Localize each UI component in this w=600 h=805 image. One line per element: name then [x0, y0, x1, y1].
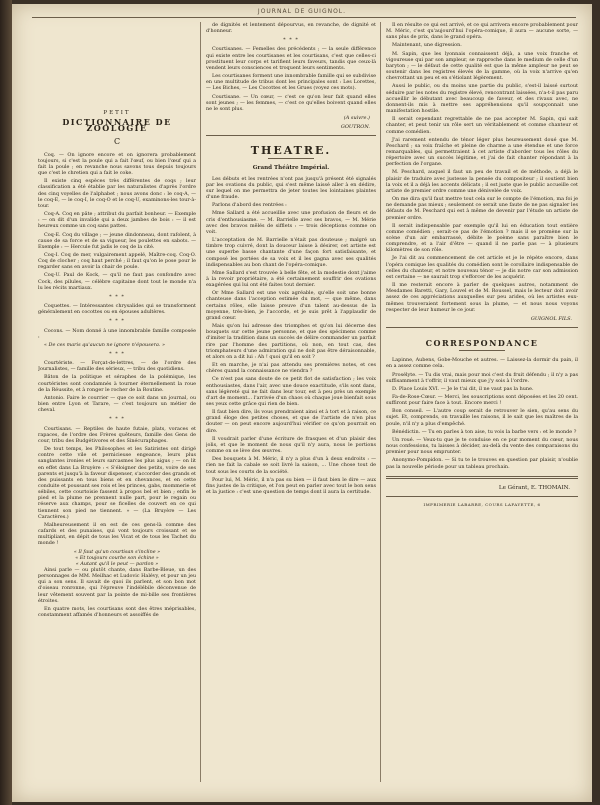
- letter-heading: C: [113, 137, 121, 147]
- article-paragraph: Courtériste. — Forçat-de-lettres, — de l'ordre des Journalistes, — famille des sérieux, — tribu des quotidiens.: [38, 360, 196, 373]
- section-stars: * * *: [109, 351, 125, 357]
- article-paragraph: Courtisans. — Reptiles de haute futaie, plats, voraces et rapaces, de l'ordre des Frères quêteurs, famille des Gens de cour, tribu des Budgétivores et des Sinécuraphages.: [38, 425, 196, 444]
- column-rule-2: [380, 22, 381, 782]
- article-paragraph: Parlons d'abord des rentrées :: [212, 202, 287, 209]
- article-paragraph: Pour lui, M. Méric, il n'a pas su bien — il faut bien le dire — aux fins justes de la critique, et l'on peut en parler avec tout le bon sens et la justice : c'est une question de temps dont il aura la certitude.: [206, 476, 376, 495]
- correspondence-entry: Fa-de-Rose-Cœur. — Merci, les souscriptions sont déposées et les 20 cent. suffiront pour faire face à tout. Encore merci !: [386, 393, 578, 407]
- article-paragraph: Maintenant, une digression.: [392, 42, 462, 49]
- correspondence-entry: Anonymo-Pompidon. — Si tu te le trouves en question par plaisir, n'oublie pas la nouvelle période pour un tableau prochain.: [386, 457, 578, 470]
- article-paragraph: M. Peschard, auquel il faut un peu de travail et de méthode, a déjà le plaisir de traduire avec justesse la pensée du compositeur ; il soutient bien la voix et il a déjà les accents délicats ; il est juste que le public accueille cet artiste de premier ordre comme une dénivelée de voix.: [386, 169, 578, 194]
- column-2: [206, 22, 376, 792]
- quote-line: « De ces maris qu'aucun ne ignore n'épousera. »: [44, 341, 165, 348]
- article-paragraph: Mme Sallard s'est trouvée à belle fête, et la modestie dont j'aime à la revoir propriétaire, a été certainement souffrir des ovations exagérées qui lui ont été faites tout dernier.: [206, 269, 376, 289]
- correspondence-entry: Bon conseil. — L'autre coup serait de retrouver le sien, qu'au sens du sujet. Et, comprends, on travaille les raisons, il le sait que les maîtres de la poule, n'il n'y a plus d'empêché.: [386, 408, 578, 427]
- article-paragraph: Les débuts et les rentrées n'ont pas jusqu'à présent été signalés par les ovations du public, qui s'est même laissé aller à en dédire, sur lequel on me permettra de jeter toutes les lointaines plaintes d'une fraude.: [206, 175, 376, 201]
- footer-rule: [386, 496, 578, 497]
- section-rule: [386, 327, 578, 328]
- article-paragraph: Et en marche, je n'ai pas attendu ses premières notes, et ces chères quand la connaissance ne viendra ?: [206, 362, 376, 375]
- article-paragraph: Courtisanes. — Femelles des précédents ; — la seule différence qui existe entre les courtisanes et les courtisans, c'est que celles-ci prostituent leur corps et tarifient leurs faveurs, tandis que ceux-là vendent leurs consciences et troquent leurs sentiments.: [206, 46, 376, 71]
- article-paragraph: Coq-A. Coq en pâte ; attribut du parfait bonheur. — Exemple : — on dit d'un invalide qui a deux jambes de bois : — il est heureux comme un coq sans pattes.: [38, 211, 196, 230]
- article-paragraph: Des bouquets à M. Méric, il n'y a plus d'un à deux endroits : — rien ne fait la cabale se soit livré la saison, ... Une chose tout de tout sous les courts de la société.: [206, 456, 376, 475]
- article-paragraph: Il faut bien dire, ils vous prendraient ainsi et à tort et à raison, ce grand éloge des petites choses, et que de l'artiste de n'en plus douter — on peut encore aujourd'hui vérifier ce qu'on pourrait en dire.: [206, 409, 376, 434]
- article-paragraph: On me dira qu'il faut mettre tout cela sur le compte de l'émotion, ma foi je ne demande pas mieux ; seulement ce serait une faute de ne pas signaler les défauts de M. Peschard qui est à même de devenir par l'étude un artiste de premier ordre.: [386, 196, 578, 221]
- verse-line: « Il faut qu'un courtisan s'incline »: [73, 548, 161, 555]
- section-kicker: PETIT: [103, 110, 131, 116]
- title-rule: [268, 158, 314, 159]
- verse-line: « Et toujours courbe son échine »: [75, 554, 159, 561]
- article-paragraph: Coq. — On ignore encore et on ignorera probablement toujours, si c'est la poule qui a fait l'œuf, ou bien l'œuf qui a fait la poule ; en revanche nous savons tous depuis toujours que c'est le chretien qui a fait le coke.: [38, 151, 196, 177]
- article-paragraph: Il serait indispensable par exemple qu'il lui en éducation tout entière comme comédien ; serait-ce pas de l'émotion ? mais il se promène sur la scène d'un air embarrassé, débite le poème sans paraître bien le comprendre, et a l'air d'être — quand il ne parle pas — à plusieurs kilomètres de son rôle.: [386, 222, 578, 254]
- title-rule: [459, 350, 505, 351]
- theatre-subtitle: Grand Théâtre Impérial.: [252, 164, 330, 171]
- correspondence-entry: Prosélyte. — Tu dis vrai, mais pour moi c'est du fruit défendu ; il n'y a pas suffisamment à t'offrir, il vaut mieux que j'y sois à l'ordre.: [386, 371, 578, 384]
- article-paragraph: Or Mme Sallard est une voix agréable, qu'elle soit une bonne chanteuse dans l'acception estimée du mot, — que même, dans certains rôles, elle laisse preuve d'un talent au-dessus de la moyenne, très-bien, je l'accorde, et je suis prêt à l'applaudir de grand cœur.: [206, 290, 376, 321]
- verse-line: « Autant qu'il le peut — pardon »: [75, 560, 159, 567]
- article-paragraph: Courtisane. — Un cœur, — c'est ce qu'on leur fait quand elles sont jeunes ; — les femmes, — c'est ce qu'elles boivent quand elles ne le sont plus.: [206, 93, 376, 112]
- top-rule: [32, 17, 576, 18]
- article-paragraph: Il en résulte ce qui est arrivé, et ce qui arrivera encore probablement pour M. Méric, c'est qu'aujourd'hui l'opéra-comique, il aura — aucune sorte, — sans plus de prix, dans le grand opéra.: [386, 22, 578, 41]
- section-stars: * * *: [109, 416, 125, 423]
- correspondence-entry: Un roué. — Veux-tu que je te conduise en ce pur moment du cœur, nous nous confessions, tu laisses à décider, au-delà du vente des comparaisons du premier pour nous emprunter.: [386, 436, 578, 456]
- closing-rule: [386, 476, 578, 479]
- article-paragraph: L'acceptation de M. Barrielle n'était pas douteuse ; malgré un timbre trop cuivré, dont la douceur laisse à désirer, cet artiste est une superbe basse chantante d'une façon fort satisfaisante, et composé les portées de sa voix et il les gagna avec ses qualités indispensables au bon chant de l'opéra-comique.: [206, 237, 376, 268]
- article-paragraph: Coquettes. — Intéressantes chrysalides qui se transforment généralement en cocottes ou en épouses adultères.: [38, 303, 196, 316]
- section-stars: * * *: [283, 37, 299, 44]
- running-head: JOURNAL DE GUIGNOL.: [257, 8, 347, 15]
- book-spine: [0, 0, 12, 805]
- article-paragraph: Antonio. Faire le courrier — que ce soit dans un journal, ou bien entre Lyon et Tarare, — c'est toujours un métier de cheval.: [38, 394, 196, 414]
- article-paragraph: Les courtisanes forment une innombrable famille qui se subdivise en une multitude de tribus dont les principales sont : Les Lorettes, — Les Biches, — Les Cocottes et les Grues (voyez ces mots).: [206, 73, 376, 92]
- section-stars: * * *: [109, 318, 125, 325]
- article-paragraph: Mais qu'on lui adresse des triomphes et qu'on lui décerne des bouquets sur cette jeune personne, et que des spécimens comme d'imiter la tradition dans un succès de délire commander un parfait rire par l'homme des partitions, où non, en tout cas, des triomphateurs d'une admiration qui ne doit pas être déraisonnable, et alors on a dit lui : Ah ! quoi qu'il en soit ?: [206, 323, 376, 360]
- article-paragraph: Coq-I. Coq de mer, vulgairement appelé, Maître-coq. Coq-O. Coq de clocher ; coq haut perché ; il faut qu'on le pose pour le regarder sans en avoir la chair de poule.: [38, 251, 196, 271]
- column-rule-1: [200, 22, 201, 782]
- to-be-continued: (A suivre.): [343, 115, 370, 122]
- article-paragraph: Il existe cinq espèces très différentes de coqs ; leur classification a été établie par les naturalistes d'après l'ordre des cinq voyelles de l'alphabet ; nous avons donc : le coq-A, — le coq-E, — le coq-I, le coq-O et le coq-U, examinons-les tour-à-tour.: [38, 178, 196, 209]
- article-paragraph: Ce n'est pas sans doute de ce petit flot de satisfaction ; les voix enthousiastes, dans l'air, avec une douce exactitude, s'ils sont dans, sans légèreté qui ne fait dans leur tour, est à peu près un exemple d'art de moment... l'arrivée d'un chaos où chaque joue bienfait sous ses yeux cette grâce qui rien de bien.: [206, 376, 376, 407]
- article-paragraph: Mme Sallard a été accueillie avec une profusion de fleurs et de cris d'enthousiasme. — M. Barrielle avec ses bravos, — M. Mérie avec des bravos mêlés de sifflets : — trois déceptions comme on voit.: [206, 210, 376, 235]
- article-paragraph: de dignités et lentement dépourvus, en revanche, de dignité et d'honneur.: [206, 22, 376, 35]
- section-title: DICTIONNAIRE DE ZOOLOGIE: [62, 117, 172, 134]
- article-paragraph: Coq-U. Paul de Kock, — qu'il ne faut pas confondre avec Cock, des pilules, — célèbre capitaine dont tout le monde n'a lu les récits martiaux.: [38, 272, 196, 291]
- author-signature: GUIGNOL FILS.: [530, 315, 572, 322]
- gerant-signature: Le Gérant, E. THOMAIN.: [498, 484, 570, 491]
- article-paragraph: J'ai rarement entendu de ténor léger plus heureusement doué que M. Peschard ; sa voix fraîche et pleine de charme a une étendue et une force remarquables, qui permettraient à cet artiste d'aborder tous les rôles du répertoire avec un succès légitime, et j'ai de fait chanter répondant à la perfection de l'organe.: [386, 136, 578, 168]
- theatre-title: THEATRE.: [250, 144, 332, 158]
- article-paragraph: En quatre mots, les courtisans sont des êtres méprisables, constamment affamés d'honneurs et assoiffés de: [38, 605, 196, 619]
- correspondence-title: CORRESPONDANCE: [425, 338, 539, 349]
- article-paragraph: Il serait cependant regrettable de ne pas accepter M. Sapin, qui sait chanter, et peut tenir un rôle sert un véritablement et comme chanteur et comme comédien.: [386, 116, 578, 135]
- author-signature: GOUTRON.: [340, 124, 370, 131]
- article-paragraph: Ainsi parle — ou plutôt chante, dans Barbe-Bleue, un des personnages de MM. Meilhac et Ludovic Halévy, et pour un jeu qui a son sens. Il savait de quoi ils parlent, et son bon mot d'oiseau ronronne, qui l'épreuve l'indélébile déconvenue de leur vêtement souvent par la pointe de mi-bille ses frontières étroites.: [38, 567, 196, 604]
- article-paragraph: Je l'ai dit au commencement de cet article et je le répète encore, dans l'opéra comique les qualités du comédien sont le corollaire indispensable de celles du chanteur, et notre nouveau ténor — je dis notre car son admission est certaine — ne saurait trop s'efforcer de les acquérir.: [386, 255, 578, 280]
- newspaper-page: [12, 4, 592, 802]
- column-1: [38, 22, 196, 792]
- correspondence-entry: D. Place Louis XVI. — Je le t'ai dit, il ne vaut pas la hune.: [392, 385, 534, 392]
- correspondence-entry: Lapinne, Aubens, Gobe-Mouche et autres. — Laissez-la dormir du pain, il en a assez comme cela.: [386, 357, 578, 370]
- article-paragraph: Coq-E. Coq du village ; — jeune dindonneau, dont rafolent, à cause de sa force et de sa vigueur, les poulettes en sabots. — Exemple : — Hercule fut jadis le coq de la cité.: [38, 231, 196, 250]
- section-stars: * * *: [109, 293, 125, 300]
- correspondence-entry: Bénédictin. — Tu en parles à ton aise, tu vois la barbe vers : et le monde ?: [392, 428, 577, 435]
- section-rule: [206, 135, 376, 136]
- column-3: [386, 22, 578, 792]
- article-paragraph: Cocons. — Nom donné à une innombrable famille composée :: [38, 327, 196, 340]
- article-paragraph: Malheureusement il en est de ces gens-là comme des cafards et des punaises, qui vont toujours croissant et se multipliant, en dépit de tous les Vicat et de tous les Tachet du monde !: [38, 521, 196, 547]
- printer-line: IMPRIMERIE LABARRE, COURS LAFAYETTE, 6: [423, 501, 541, 507]
- article-paragraph: Il voudrait parler d'une écriture de frasques et d'un plaisir des jolis, et que le moment de nous qu'il n'y aura, nous le portions comme on se lève des œuvres.: [206, 435, 376, 455]
- article-paragraph: De tout temps, les Philosophes et les Satiristes ont dirigé contre cette vile et pernicieuse engeance, leurs plus sanglantes ironies et leurs sarcasmes les plus aigus ; — on lit en effet dans La Bruyère : « S'éloigner des petits, voire de ses parents et jusqu'à la faveur dispenser, s'accorder des grands et des puissants en tous biens et en chevances, et en cette conduite et poussant ses rois et les princes, gabs, mommerie et sébiles, cette courtoisie fassent à propos bel et bien ; enfin le pied et la plume ne prennent nulle part, pour le regain ou réserve aux champs, pour se ficelles de couvert en ce qui tiennent son pied ne tiennent. » — (La Bruyère — Les Caractères.): [38, 446, 196, 520]
- article-paragraph: Aussi le public, ou du moins une partie du public, s'est-il laissé surtout séduire par les notes du registre élevé, rencontrant laissées, n'a-t-il pas paru accueillir le débutant avec beaucoup de faveur, et des rivaux avec, ne donnent-ils mis à mettre ses appréhensions qu'il soupçonnait une manifestation hostile.: [386, 83, 578, 115]
- article-paragraph: Bâton de la politique et séraphes de la polémique, les courtéristes sont condamnés à tourner éternellement la roue de la Réussite, et à ronger le rocher de la Routine.: [38, 374, 196, 393]
- article-paragraph: M. Sapin, que les lyonnais connaissent déjà, a une voix franche et vigoureuse qui par son ampleur, se rapproche dans le medium de celle d'un baryton ; — le défaut de cette qualité est que la même ampleur ne peut se soutenir dans les registres élevés de la gamme, où la voix n'arrive qu'en chevrottant un peu et en s'étiolant légèrement.: [386, 50, 578, 82]
- article-paragraph: Il me resterait encore à parler de quelques autres, notamment de Mesdames Baretti, Gary, Louvel et de M. Roussel, mais le lecteur doit avoir assez de ces appréciations auxquelles sur peu arides, où les artistes eux-mêmes trouveraient fortement sous la plume, — et nous nous voyons respecter de leur humeur le ce jour.: [386, 282, 578, 313]
